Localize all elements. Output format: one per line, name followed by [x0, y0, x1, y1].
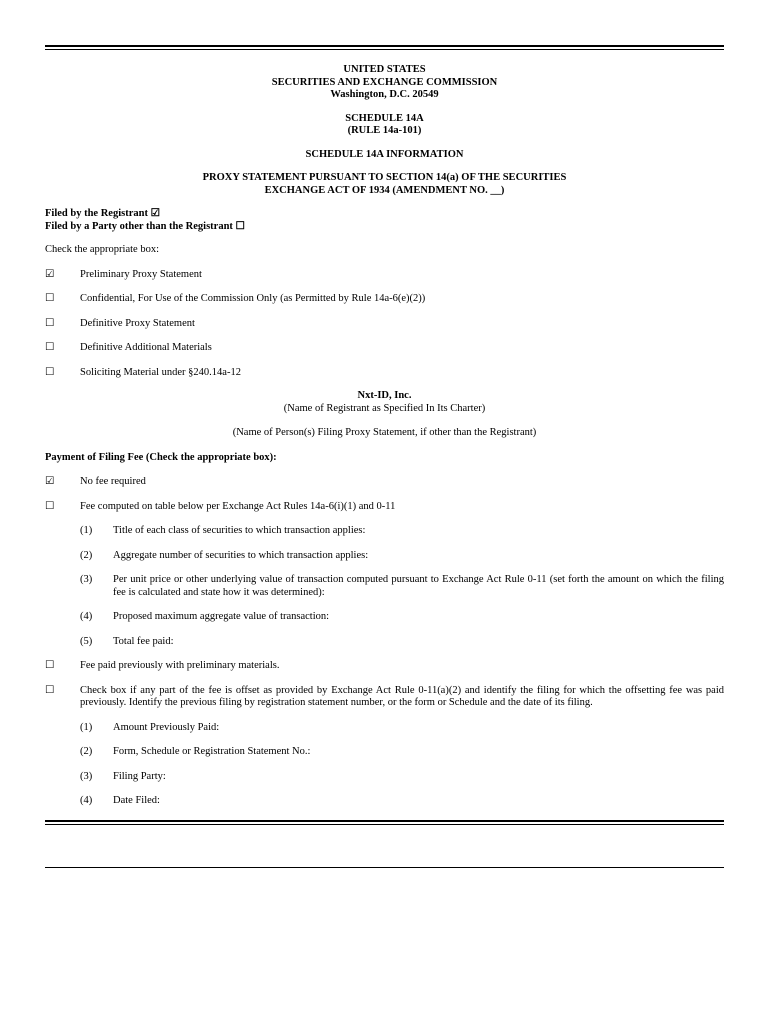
info-title: SCHEDULE 14A INFORMATION [305, 148, 464, 160]
header-line-1: UNITED STATES [343, 64, 426, 75]
computed-item [45, 550, 724, 563]
option-checkbox[interactable]: ☐ [45, 293, 55, 304]
offset-item [45, 722, 724, 735]
fee-option-computed [45, 501, 724, 514]
offset-item [45, 771, 724, 784]
fee-checkbox[interactable]: ☐ [45, 500, 55, 512]
item-text: Per unit price or other underlying value of transaction computed pursuant to Exchange Act Rule 0-11 (set forth the amount on which the filing fee is calculated and state how it was determined): [113, 574, 724, 598]
document-page [45, 45, 724, 825]
item-text: Proposed maximum aggregate value of transaction: [113, 611, 330, 622]
option-label: Preliminary Proxy Statement [80, 268, 202, 280]
check-intro: Check the appropriate box: [45, 244, 160, 255]
registrant-name-caption: (Name of Registrant as Specified In Its Charter) [283, 402, 486, 414]
item-number: (5) [80, 635, 93, 647]
rule-title: (RULE 14a-101) [347, 125, 422, 136]
fee-option-none [45, 476, 724, 489]
option-confidential [45, 293, 724, 306]
item-number: (4) [80, 795, 93, 806]
item-text: Filing Party: [113, 770, 166, 782]
fee-option-label: Check box if any part of the fee is offset as provided by Exchange Act Rule 0-11(a)(2) and identify the filing for which the offsetting fee was paid previously. Identify the previous filing by registration statement number, or the form or Schedule and the date of its filing. [80, 684, 724, 708]
option-label: Definitive Proxy Statement [80, 317, 195, 329]
fee-option-label: Fee paid previously with preliminary materials. [80, 660, 280, 671]
option-definitive [45, 318, 724, 331]
item-number: (2) [80, 549, 93, 561]
filer-caption: (Name of Person(s) Filing Proxy Statement, if other than the Registrant) [232, 427, 537, 438]
option-soliciting [45, 367, 724, 380]
option-checkbox[interactable]: ☐ [45, 342, 55, 353]
item-text: Date Filed: [113, 795, 160, 806]
item-number: (1) [80, 721, 93, 733]
offset-item [45, 795, 724, 808]
item-number: (1) [80, 525, 93, 536]
filed-by-other-label: Filed by a Party other than the Registrant [45, 220, 233, 232]
item-number: (3) [80, 574, 93, 585]
computed-item [45, 525, 724, 538]
proxy-title-line-2: EXCHANGE ACT OF 1934 (AMENDMENT NO. __) [264, 184, 505, 196]
option-label: Definitive Additional Materials [80, 342, 212, 353]
item-number: (2) [80, 746, 93, 757]
filed-by-other-checkbox[interactable]: ☐ [235, 220, 245, 232]
item-number: (3) [80, 770, 93, 782]
computed-item [45, 611, 724, 624]
payment-heading: Payment of Filing Fee (Check the appropriate box): [45, 451, 277, 463]
schedule-block [45, 113, 724, 138]
option-preliminary [45, 269, 724, 282]
item-text: Title of each class of securities to which transaction applies: [113, 525, 366, 536]
schedule-title: SCHEDULE 14A [345, 112, 424, 124]
item-number: (4) [80, 611, 93, 622]
header-line-3: Washington, D.C. 20549 [330, 89, 439, 100]
bottom-double-rule [45, 820, 724, 825]
proxy-title-line-1: PROXY STATEMENT PURSUANT TO SECTION 14(a) OF THE SECURITIES [202, 172, 567, 183]
fee-option-label: No fee required [80, 476, 146, 487]
fee-option-prelim [45, 660, 724, 673]
item-text: Aggregate number of securities to which transaction applies: [113, 549, 369, 561]
option-label: Soliciting Material under §240.14a-12 [80, 366, 241, 378]
fee-checkbox[interactable]: ☑ [45, 476, 55, 487]
option-additional [45, 342, 724, 355]
option-label: Confidential, For Use of the Commission Only (as Permitted by Rule 14a-6(e)(2)) [80, 293, 426, 304]
top-double-rule [45, 45, 724, 50]
option-checkbox[interactable]: ☐ [45, 366, 55, 378]
fee-checkbox[interactable]: ☐ [45, 684, 55, 696]
filed-by-block [45, 208, 724, 233]
registrant-block [45, 390, 724, 415]
filed-by-registrant [45, 208, 724, 221]
filed-by-other-party [45, 221, 724, 234]
option-checkbox[interactable]: ☑ [45, 268, 55, 280]
header-block [45, 64, 724, 102]
item-text: Form, Schedule or Registration Statement No.: [113, 746, 311, 757]
fee-option-offset [45, 685, 724, 710]
computed-item [45, 636, 724, 649]
offset-item [45, 746, 724, 759]
computed-item [45, 574, 724, 599]
fee-checkbox[interactable]: ☐ [45, 660, 55, 671]
registrant-name: Nxt-ID, Inc. [357, 390, 412, 401]
fee-option-label: Fee computed on table below per Exchange Act Rules 14a-6(i)(1) and 0-11 [80, 500, 396, 512]
option-checkbox[interactable]: ☐ [45, 317, 55, 329]
proxy-title-block [45, 172, 724, 197]
filed-by-registrant-label: Filed by the Registrant [45, 208, 148, 219]
header-line-2: SECURITIES AND EXCHANGE COMMISSION [271, 76, 498, 88]
item-text: Total fee paid: [113, 635, 174, 647]
filed-by-registrant-checkbox[interactable]: ☑ [150, 208, 160, 219]
item-text: Amount Previously Paid: [113, 721, 220, 733]
page-end-rule [45, 867, 724, 868]
